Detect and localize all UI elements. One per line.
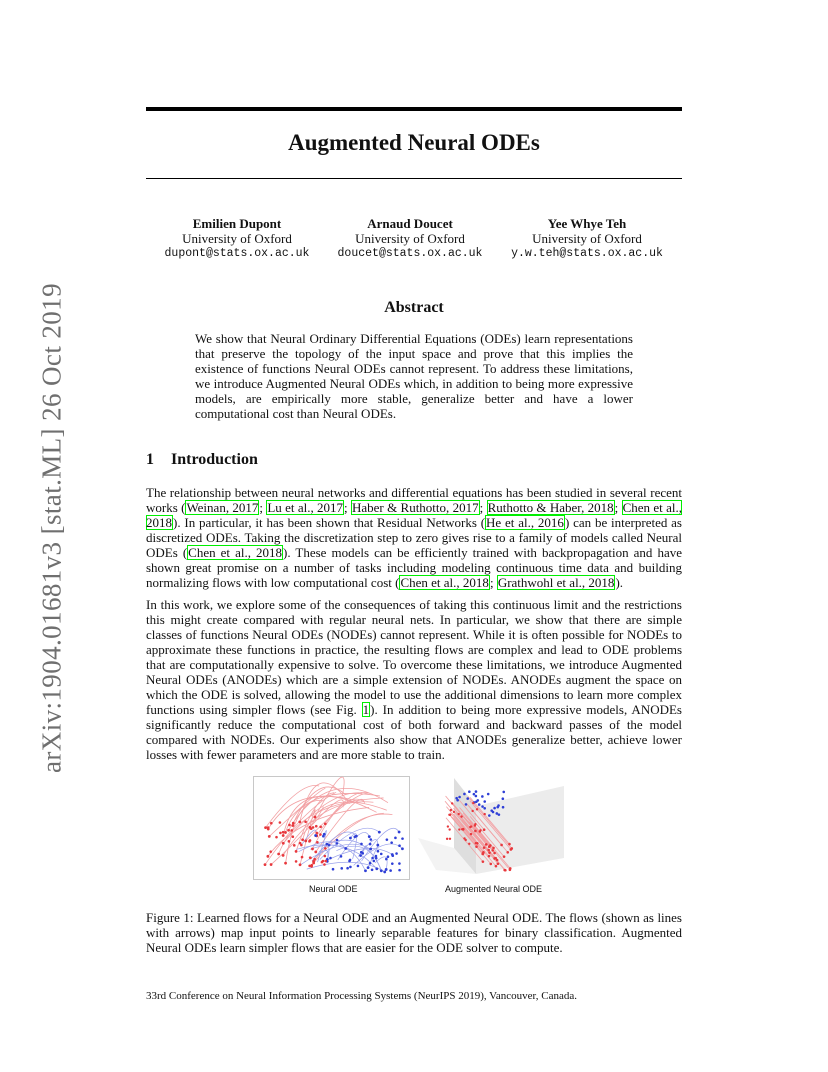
flow-point-red — [298, 821, 301, 824]
flow-point-red — [324, 823, 327, 826]
section-heading — [146, 451, 258, 469]
flow-point-red — [264, 863, 267, 866]
figure-label-augmented-neural-ode: Augmented Neural ODE — [445, 884, 543, 894]
flow-point-blue — [502, 797, 505, 800]
flow-point-red — [482, 851, 485, 854]
flow-point-red — [315, 832, 318, 835]
flow-point-red — [493, 857, 496, 860]
flow-point-red — [470, 825, 472, 827]
flow-point-blue — [380, 869, 383, 872]
paper-title: Augmented Neural ODEs — [288, 130, 540, 155]
flow-point-red — [489, 863, 492, 866]
flow-point-red — [483, 828, 486, 831]
intro-paragraph-1 — [146, 485, 682, 590]
flow-point-red — [472, 802, 474, 804]
author-affiliation: University of Oxford — [532, 231, 642, 246]
flow-point-red — [503, 855, 506, 858]
flow-point-red — [458, 828, 460, 830]
flow-point-blue — [369, 843, 372, 846]
flow-point-blue — [378, 831, 381, 834]
flow-point-red — [309, 839, 312, 842]
citation-link[interactable]: Lu et al., 2017 — [267, 500, 344, 515]
citation-link[interactable]: Haber & Ruthotto, 2017 — [352, 500, 479, 515]
flow-point-red — [292, 835, 295, 838]
flow-point-red — [277, 853, 280, 856]
flow-point-red — [301, 856, 304, 859]
flow-point-blue — [483, 800, 486, 803]
flow-point-blue — [475, 801, 478, 804]
flow-point-red — [493, 852, 496, 855]
body-text: ; — [489, 575, 497, 590]
flow-point-red — [506, 851, 509, 854]
flow-point-red — [323, 863, 326, 866]
citation-link[interactable]: He et al., 2016 — [486, 515, 564, 530]
flow-point-red — [461, 828, 463, 830]
flow-point-blue — [344, 847, 347, 850]
flow-point-red — [299, 863, 302, 866]
flow-point-red — [324, 847, 327, 850]
flow-point-blue — [329, 857, 332, 860]
flow-point-red — [483, 813, 485, 815]
author-email[interactable]: dupont@stats.ox.ac.uk — [164, 247, 310, 260]
flow-point-blue — [463, 793, 466, 796]
flow-point-red — [282, 834, 285, 837]
flow-point-blue — [475, 790, 478, 793]
flow-point-blue — [373, 860, 376, 863]
author-block — [310, 216, 510, 261]
flow-point-red — [497, 862, 500, 865]
flow-point-blue — [488, 814, 491, 817]
flow-point-blue — [383, 871, 386, 874]
flow-point-red — [450, 809, 452, 811]
flow-point-blue — [346, 867, 349, 870]
author-email[interactable]: y.w.teh@stats.ox.ac.uk — [511, 247, 663, 260]
figure-caption: Figure 1: Learned flows for a Neural ODE and an Augmented Neural ODE. The flows (shown as lines with arrows) map input points to linearly separable features for binary classification. Augmented Neural ODEs learn simpler flows that are easier for the ODE solver to compute. — [146, 910, 682, 955]
flow-point-blue — [394, 837, 397, 840]
flow-point-red — [301, 838, 304, 841]
flow-point-red — [474, 823, 476, 825]
flow-point-red — [282, 854, 285, 857]
flow-point-red — [509, 868, 512, 871]
flow-point-red — [488, 851, 491, 854]
abstract-heading: Abstract — [384, 299, 444, 316]
flow-point-blue — [398, 862, 401, 865]
body-text: ; — [259, 500, 267, 515]
flow-point-blue — [380, 853, 383, 856]
flow-point-red — [269, 850, 272, 853]
flow-point-blue — [348, 860, 351, 863]
flow-point-blue — [349, 866, 352, 869]
flow-point-blue — [398, 831, 401, 834]
figure-panel-augmented-neural-ode — [414, 776, 574, 880]
flow-point-blue — [475, 795, 478, 798]
flow-point-red — [311, 848, 314, 851]
flow-point-red — [491, 849, 494, 852]
flow-point-blue — [478, 803, 481, 806]
flow-point-blue — [361, 852, 364, 855]
flow-point-blue — [340, 855, 343, 858]
arxiv-stamp: arXiv:1904.01681v3 [stat.ML] 26 Oct 2019 — [36, 283, 67, 773]
flow-point-red — [316, 841, 319, 844]
citation-link[interactable]: Grathwohl et al., 2018 — [497, 575, 615, 590]
flow-point-blue — [386, 838, 389, 841]
author-email[interactable]: doucet@stats.ox.ac.uk — [337, 247, 483, 260]
citation-link[interactable]: Weinan, 2017 — [186, 500, 259, 515]
flow-point-red — [463, 837, 465, 839]
flow-point-red — [321, 861, 324, 864]
flow-point-red — [495, 865, 498, 868]
flow-point-red — [288, 824, 291, 827]
plot-frame — [254, 777, 410, 880]
flow-point-blue — [483, 807, 486, 810]
flow-point-blue — [360, 843, 363, 846]
flow-point-blue — [314, 834, 317, 837]
flow-point-blue — [359, 854, 362, 857]
flow-point-red — [279, 821, 282, 824]
flow-point-red — [324, 860, 327, 863]
flow-point-red — [295, 850, 298, 853]
figure-reference-link[interactable]: 1 — [362, 702, 370, 717]
flow-point-red — [448, 828, 450, 830]
flow-point-blue — [395, 852, 398, 855]
flow-point-blue — [497, 804, 500, 807]
flow-point-red — [313, 858, 316, 861]
flow-point-red — [315, 825, 318, 828]
flow-point-red — [282, 842, 285, 845]
flow-point-blue — [468, 790, 471, 793]
flow-point-red — [449, 838, 451, 840]
citation-link[interactable]: Chen et al., 2018 — [400, 575, 489, 590]
flow-point-red — [295, 860, 298, 863]
flow-point-red — [268, 835, 271, 838]
title-bottom-rule — [146, 178, 682, 179]
flow-point-blue — [336, 842, 339, 845]
flow-point-red — [284, 831, 287, 834]
author-block — [487, 216, 687, 261]
flow-point-blue — [336, 839, 339, 842]
flow-point-blue — [371, 868, 374, 871]
flow-point-blue — [370, 838, 373, 841]
flow-point-red — [500, 844, 503, 847]
body-text: ). In particular, it has been shown that Residual Networks ( — [173, 515, 486, 530]
augmented-neural-ode-flow-plot — [414, 776, 574, 880]
flow-point-blue — [473, 793, 476, 796]
figure-panel-neural-ode — [253, 776, 410, 880]
flow-point-blue — [502, 806, 505, 809]
flow-point-red — [475, 842, 477, 844]
body-text: ). In addition to being more expressive models, ANODEs significantly reduce the computational cost of both forward and backward passes of the model compared with NODEs. Our experiments also show that ANODEs generalize better, achieve lower losses with fewer parameters and are more stable to train. — [146, 702, 682, 762]
flow-point-red — [448, 814, 450, 816]
body-text: In this work, we explore some of the consequences of taking this continuous limit and the restrictions this might create compared with regular neural nets. In particular, we show that there are simple classes of functions Neural ODEs (NODEs) cannot represent. While it is often possible for NODEs to approximate these functions in practice, the resulting flows are complex and lead to ODE problems that are computationally expensive to solve. To overcome these limitations, we introduce Augmented Neural ODEs (ANODEs) which are a simple extension of NODEs. ANODEs augment the space on which the ODE is solved, allowing the model to use the additional dimensions to learn more complex functions using simpler flows (see Fig. — [146, 597, 682, 717]
body-text: ; — [479, 500, 487, 515]
citation-link[interactable]: Chen et al., 2018 — [146, 500, 682, 530]
flow-point-blue — [502, 791, 505, 794]
flow-point-blue — [492, 811, 495, 814]
flow-point-red — [496, 859, 499, 862]
flow-point-red — [310, 865, 313, 868]
flow-point-red — [475, 845, 478, 848]
flow-point-red — [292, 822, 295, 825]
flow-point-red — [270, 822, 273, 825]
flow-point-blue — [322, 835, 325, 838]
body-text: The relationship between neural networks and differential equations has been studied in several recent works ( — [146, 485, 682, 515]
flow-point-red — [508, 843, 511, 846]
flow-point-blue — [376, 844, 379, 847]
flow-point-red — [447, 825, 449, 827]
title-top-rule — [146, 107, 682, 111]
flow-point-red — [266, 855, 269, 858]
body-text: ; — [344, 500, 351, 515]
flow-point-red — [503, 869, 506, 872]
citation-link[interactable]: Chen et al., 2018 — [188, 545, 282, 560]
flow-point-red — [275, 836, 278, 839]
flow-point-blue — [375, 857, 378, 860]
flow-point-red — [270, 863, 273, 866]
flow-point-red — [287, 829, 290, 832]
flow-point-red — [487, 849, 490, 852]
flow-point-blue — [364, 869, 367, 872]
flow-point-red — [474, 830, 477, 833]
author-name: Arnaud Doucet — [367, 216, 453, 231]
flow-point-red — [460, 815, 462, 817]
flow-point-red — [290, 829, 293, 832]
flow-point-red — [288, 840, 291, 843]
body-text: ). — [615, 575, 624, 590]
flow-point-red — [264, 826, 267, 829]
flow-point-blue — [349, 837, 352, 840]
flow-point-red — [304, 840, 307, 843]
author-name: Yee Whye Teh — [547, 216, 627, 231]
flow-point-blue — [466, 797, 469, 800]
flow-point-blue — [398, 869, 401, 872]
flow-point-red — [457, 813, 459, 815]
section-number: 1 — [146, 451, 154, 468]
flow-point-blue — [353, 835, 356, 838]
flow-point-red — [446, 838, 448, 840]
flow-point-red — [282, 831, 285, 834]
flow-point-blue — [390, 841, 393, 844]
flow-point-red — [476, 808, 478, 810]
flow-point-blue — [458, 796, 461, 799]
flow-point-blue — [481, 805, 484, 808]
flow-point-red — [309, 856, 312, 859]
author-name: Emilien Dupont — [192, 216, 282, 231]
flow-point-red — [310, 827, 313, 830]
author-affiliation: University of Oxford — [355, 231, 465, 246]
flow-point-blue — [385, 868, 388, 871]
flow-point-red — [471, 810, 473, 812]
flow-point-blue — [455, 797, 458, 800]
citation-link[interactable]: Ruthotto & Haber, 2018 — [487, 500, 614, 515]
figure-label-neural-ode: Neural ODE — [309, 884, 358, 894]
flow-point-blue — [391, 854, 394, 857]
flow-point-blue — [368, 835, 371, 838]
neural-ode-flow-plot — [253, 776, 410, 880]
flow-point-blue — [487, 793, 490, 796]
flow-point-blue — [498, 813, 501, 816]
flow-point-blue — [389, 869, 392, 872]
flow-point-red — [284, 862, 287, 865]
flow-point-blue — [375, 867, 378, 870]
flow-point-red — [489, 844, 492, 847]
author-block — [137, 216, 337, 261]
flow-point-red — [314, 850, 317, 853]
flow-point-red — [468, 843, 470, 845]
flow-point-red — [510, 848, 513, 851]
flow-point-red — [279, 832, 282, 835]
flow-point-blue — [387, 855, 390, 858]
flow-point-red — [470, 833, 472, 835]
flow-point-red — [292, 824, 295, 827]
flow-point-blue — [377, 850, 380, 853]
flow-point-blue — [367, 866, 370, 869]
flow-point-red — [324, 855, 327, 858]
flow-point-blue — [401, 837, 404, 840]
flow-point-red — [488, 855, 491, 858]
conference-footer: 33rd Conference on Neural Information Processing Systems (NeurIPS 2019), Vancouver, Canada. — [146, 990, 578, 1002]
flow-point-blue — [369, 848, 372, 851]
flow-point-red — [293, 844, 296, 847]
flow-point-blue — [328, 844, 331, 847]
flow-point-blue — [325, 843, 328, 846]
flow-point-blue — [493, 807, 496, 810]
flow-point-blue — [465, 803, 468, 806]
flow-point-blue — [398, 844, 401, 847]
flow-point-red — [314, 816, 317, 819]
flow-point-blue — [371, 857, 374, 860]
abstract-text: We show that Neural Ordinary Differential Equations (ODEs) learn representations that preserve the topology of the input space and prove that this implies the existence of functions Neural ODEs cannot represent. To address these limitations, we introduce Augmented Neural ODEs which, in addition to being more expressive models, are empirically more stable, generalize better and have a lower computational cost than Neural ODEs. — [195, 331, 633, 421]
flow-point-red — [492, 847, 495, 850]
flow-point-blue — [385, 858, 388, 861]
flow-point-blue — [481, 795, 484, 798]
flow-point-red — [483, 846, 486, 849]
flow-point-red — [485, 843, 488, 846]
body-text: ). These models can be efficiently trained with backpropagation and have shown great promise on a number of tasks including modeling continuous time data and building normalizing flows with low computational cost ( — [146, 545, 682, 590]
flow-point-blue — [369, 862, 372, 865]
flow-point-blue — [401, 847, 404, 850]
flow-point-blue — [340, 867, 343, 870]
flow-point-red — [482, 860, 485, 863]
author-affiliation: University of Oxford — [182, 231, 292, 246]
body-text: ) can be interpreted as discretized ODEs. Taking the discretization step to zero gives rise to a family of models called Neural ODEs ( — [146, 515, 682, 560]
intro-paragraph-2 — [146, 597, 682, 762]
flow-point-red — [319, 825, 322, 828]
flow-point-red — [451, 802, 453, 804]
body-text: ; — [614, 500, 622, 515]
flow-point-blue — [357, 865, 360, 868]
flow-point-red — [304, 820, 307, 823]
section-title: Introduction — [171, 451, 258, 468]
flow-point-blue — [332, 868, 335, 871]
flow-point-red — [267, 826, 270, 829]
flow-point-red — [299, 842, 302, 845]
flow-point-red — [453, 811, 455, 813]
flow-point-red — [479, 829, 481, 831]
flow-point-blue — [391, 862, 394, 865]
flow-point-red — [319, 833, 322, 836]
